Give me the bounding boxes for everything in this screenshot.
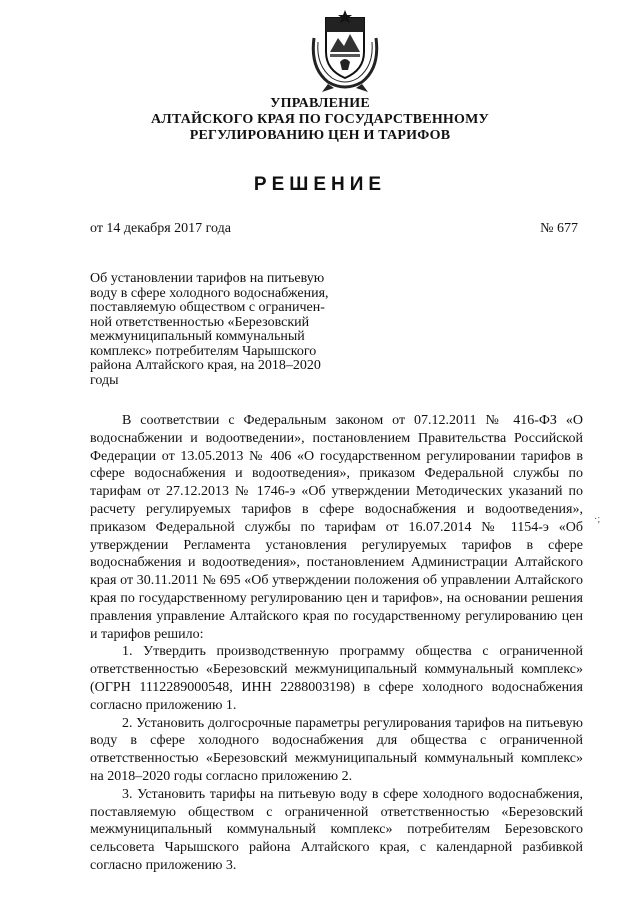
org-name-line-3: РЕГУЛИРОВАНИЮ ЦЕН И ТАРИФОВ — [189, 128, 451, 143]
body-paragraph-preamble: В соответствии с Федеральным законом от 07.12.2011 № 416-ФЗ «О водоснабжении и водоотведении», постановлением Правительства Российской Федерации от 13.05.2013 № 406 «О государственном регулировании тарифов в сфере водоснабжения и водоотведения», приказом Федеральной службы по тарифам от 27.12.2013 № 1746-э «Об утверждении Методических указаний по расчету регулируемых тарифов в сфере водоснабжения и водоотведения», приказом Федеральной службы по тарифам от 16.07.2014 № 1154-э «Об утверждении Регламента установления регулируемых тарифов в сфере водоснабжения и водоотведения», постановлением Администрации Алтайского края от 30.11.2011 № 695 «Об утверждении положения об управлении Алтайского края по государственному регулированию цен и тарифов», на основании решения правления управление Алтайского края по государственному регулированию цен и тарифов решило: — [90, 413, 583, 642]
subject-line: района Алтайского края, на 2018–2020 — [90, 358, 321, 373]
body-paragraph-item-2: 2. Установить долгосрочные параметры регулирования тарифов на питьевую воду в сфере холодного водоснабжения для общества с ограниченной ответственностью «Березовский межмуниципальный коммунальный комплекс» на 2018–2020 годы согласно приложению 2. — [90, 715, 583, 784]
margin-mark: ·; — [594, 514, 601, 525]
subject-line: Об установлении тарифов на питьевую — [90, 271, 325, 286]
subject-line: комплекс» потребителям Чарышского — [90, 343, 317, 359]
document-type-title: РЕШЕНИЕ — [253, 174, 387, 195]
subject-line: воду в сфере холодного водоснабжения, — [90, 285, 329, 301]
coat-of-arms-icon — [306, 8, 384, 92]
document-body — [90, 412, 583, 875]
subject-line: поставляемую обществом с ограничен- — [90, 300, 325, 315]
org-name-line-2: АЛТАЙСКОГО КРАЯ ПО ГОСУДАРСТВЕННОМУ — [151, 112, 489, 127]
org-name-line-1: УПРАВЛЕНИЕ — [270, 96, 370, 111]
subject-line: годы — [90, 372, 119, 388]
subject-line: ной ответственностью «Березовский — [90, 314, 310, 330]
body-paragraph-item-1: 1. Утвердить производственную программу общества с ограниченной ответственностью «Березовский межмуниципальный коммунальный комплекс» (ОГРН 1112289000548, ИНН 2288003198) в сфере холодного водоснабжения согласно приложению 1. — [90, 644, 583, 713]
document-number: № 677 — [540, 221, 578, 236]
body-paragraph-item-3: 3. Установить тарифы на питьевую воду в сфере холодного водоснабжения, поставляемую обществом с ограниченной ответственностью «Березовский межмуниципальный коммунальный комплекс» потребителям Березовского сельсовета Чарышского района Алтайского края, с календарной разбивкой согласно приложению 3. — [90, 786, 583, 873]
document-date: от 14 декабря 2017 года — [90, 221, 231, 236]
document-subject — [90, 272, 366, 388]
subject-line: межмуниципальный коммунальный — [90, 329, 305, 344]
